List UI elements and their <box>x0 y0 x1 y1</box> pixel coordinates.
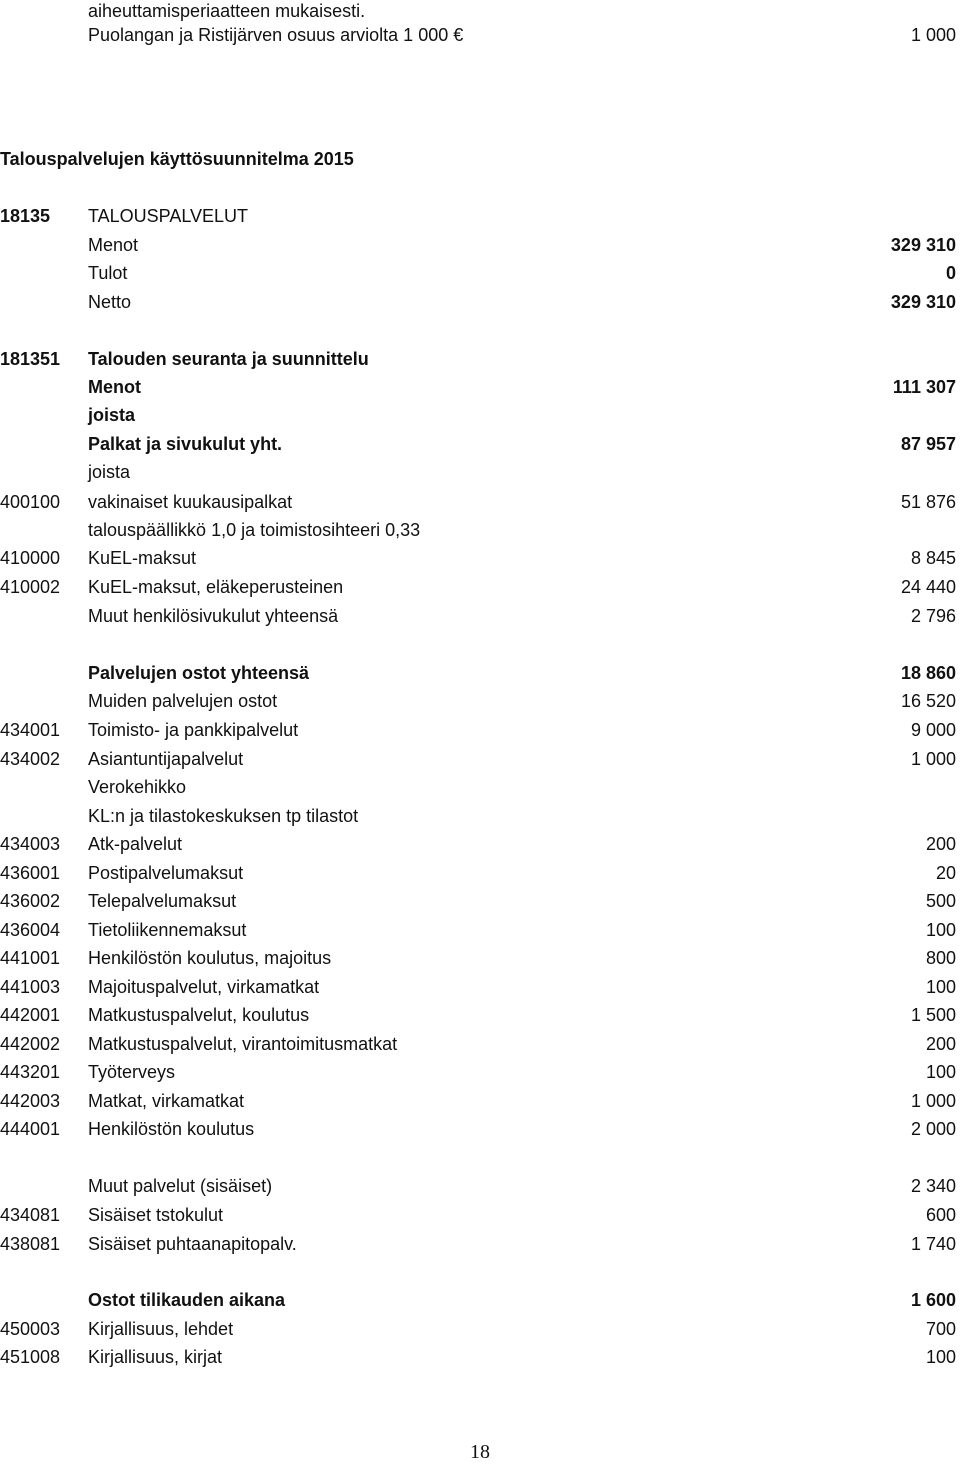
account-code: 450003 <box>0 1319 61 1339</box>
row-value: 100 <box>925 1347 956 1367</box>
row-value: 24 440 <box>900 577 956 597</box>
intro-share-value: 1 000 <box>910 25 956 45</box>
row-label: Matkustuspalvelut, koulutus <box>88 1005 310 1025</box>
row-label: vakinaiset kuukausipalkat <box>88 492 293 512</box>
row-value: 2 000 <box>910 1119 956 1139</box>
table-row <box>0 887 960 915</box>
row-label: Majoituspalvelut, virkamatkat <box>88 977 320 997</box>
summary-row-netto <box>0 288 960 316</box>
table-row <box>0 1115 960 1143</box>
account-code: 434081 <box>0 1205 61 1225</box>
table-row <box>0 944 960 972</box>
table-row <box>0 745 960 773</box>
row-label: KuEL-maksut, eläkeperusteinen <box>88 577 344 597</box>
row-value: 329 310 <box>890 235 956 255</box>
section-header <box>0 202 960 230</box>
row-value: 87 957 <box>900 434 956 454</box>
row-label: Henkilöstön koulutus <box>88 1119 255 1139</box>
row-value: 20 <box>935 863 956 883</box>
intro-share-label: Puolangan ja Ristijärven osuus arviolta 1 000 € <box>88 25 464 45</box>
row-label: Tietoliikennemaksut <box>88 920 247 940</box>
section-name: TALOUSPALVELUT <box>88 206 249 226</box>
row-value: 700 <box>925 1319 956 1339</box>
account-code: 436001 <box>0 863 61 883</box>
account-code: 434001 <box>0 720 61 740</box>
page-number: 18 <box>470 1441 490 1463</box>
account-code: 410000 <box>0 548 61 568</box>
account-code: 444001 <box>0 1119 61 1139</box>
table-row <box>0 1201 960 1229</box>
page-title <box>0 145 960 173</box>
row-label: Sisäiset puhtaanapitopalv. <box>88 1234 297 1254</box>
row-label: Tulot <box>88 263 128 283</box>
joista-row <box>0 401 960 429</box>
joista-row <box>0 458 960 486</box>
row-value: 329 310 <box>890 292 956 312</box>
page-title-text: Talouspalvelujen käyttösuunnitelma 2015 <box>0 149 354 169</box>
subsection-name: Talouden seuranta ja suunnittelu <box>88 349 369 369</box>
row-value: 2 340 <box>910 1176 956 1196</box>
row-label: Toimisto- ja pankkipalvelut <box>88 720 299 740</box>
table-row <box>0 1058 960 1086</box>
intro-text: aiheuttamisperiaatteen mukaisesti. <box>88 1 366 21</box>
row-label: Sisäiset tstokulut <box>88 1205 224 1225</box>
row-label: Postipalvelumaksut <box>88 863 244 883</box>
account-code: 442001 <box>0 1005 61 1025</box>
account-code: 434003 <box>0 834 61 854</box>
table-row <box>0 859 960 887</box>
row-value: 2 796 <box>910 606 956 626</box>
row-value: 800 <box>925 948 956 968</box>
row-label: KL:n ja tilastokeskuksen tp tilastot <box>88 806 359 826</box>
row-value: 1 740 <box>910 1234 956 1254</box>
row-value: 200 <box>925 834 956 854</box>
row-label: Matkat, virkamatkat <box>88 1091 245 1111</box>
row-label: Menot <box>88 235 139 255</box>
subsection-menot-row <box>0 373 960 401</box>
table-row <box>0 602 960 630</box>
table-row <box>0 544 960 572</box>
table-row <box>0 1230 960 1258</box>
row-label: joista <box>88 405 136 425</box>
table-row <box>0 716 960 744</box>
row-label: Työterveys <box>88 1062 176 1082</box>
row-value: 500 <box>925 891 956 911</box>
row-value: 18 860 <box>900 663 956 683</box>
table-row <box>0 1343 960 1371</box>
row-label: Verokehikko <box>88 777 187 797</box>
table-row <box>0 830 960 858</box>
table-row-subtotal <box>0 1286 960 1314</box>
table-row <box>0 973 960 1001</box>
row-label: Muut palvelut (sisäiset) <box>88 1176 273 1196</box>
row-label: Atk-palvelut <box>88 834 183 854</box>
table-row <box>0 516 960 544</box>
account-code: 436002 <box>0 891 61 911</box>
row-value: 16 520 <box>900 691 956 711</box>
table-row <box>0 1172 960 1200</box>
row-value: 1 000 <box>910 749 956 769</box>
row-label: Henkilöstön koulutus, majoitus <box>88 948 332 968</box>
account-code: 442002 <box>0 1034 61 1054</box>
row-label: Ostot tilikauden aikana <box>88 1290 286 1310</box>
row-value: 9 000 <box>910 720 956 740</box>
summary-row-tulot <box>0 259 960 287</box>
subsection-header <box>0 345 960 373</box>
row-value: 51 876 <box>900 492 956 512</box>
table-row <box>0 1001 960 1029</box>
row-value: 1 600 <box>910 1290 956 1310</box>
table-row <box>0 1315 960 1343</box>
table-row <box>0 916 960 944</box>
row-label: KuEL-maksut <box>88 548 197 568</box>
account-code: 410002 <box>0 577 61 597</box>
row-value: 111 307 <box>892 377 956 397</box>
account-code: 434002 <box>0 749 61 769</box>
row-label: Telepalvelumaksut <box>88 891 237 911</box>
row-label: Netto <box>88 292 132 312</box>
row-label: Kirjallisuus, kirjat <box>88 1347 223 1367</box>
row-label: Muiden palvelujen ostot <box>88 691 278 711</box>
section-code: 18135 <box>0 206 51 226</box>
account-code: 436004 <box>0 920 61 940</box>
table-row <box>0 802 960 830</box>
account-code: 441003 <box>0 977 61 997</box>
table-row <box>0 573 960 601</box>
row-value: 100 <box>925 920 956 940</box>
table-row <box>0 773 960 801</box>
row-value: 100 <box>925 1062 956 1082</box>
row-label: Menot <box>88 377 141 397</box>
account-code: 400100 <box>0 492 61 512</box>
row-value: 200 <box>925 1034 956 1054</box>
row-label: Palvelujen ostot yhteensä <box>88 663 310 683</box>
account-code: 441001 <box>0 948 61 968</box>
row-label: Kirjallisuus, lehdet <box>88 1319 234 1339</box>
account-code: 443201 <box>0 1062 61 1082</box>
row-label: joista <box>88 462 131 482</box>
table-row <box>0 687 960 715</box>
row-label: Asiantuntijapalvelut <box>88 749 244 769</box>
table-row-subtotal <box>0 659 960 687</box>
row-value: 8 845 <box>910 548 956 568</box>
row-label: Palkat ja sivukulut yht. <box>88 434 283 454</box>
row-label: talouspäällikkö 1,0 ja toimistosihteeri 0,33 <box>88 520 421 540</box>
table-row <box>0 1087 960 1115</box>
account-code: 451008 <box>0 1347 61 1367</box>
account-code: 438081 <box>0 1234 61 1254</box>
subsection-code: 181351 <box>0 349 61 369</box>
row-value: 0 <box>945 263 956 283</box>
row-value: 600 <box>925 1205 956 1225</box>
table-row <box>0 1030 960 1058</box>
row-value: 1 500 <box>910 1005 956 1025</box>
row-label: Muut henkilösivukulut yhteensä <box>88 606 339 626</box>
palkat-row <box>0 430 960 458</box>
summary-row-menot <box>0 231 960 259</box>
row-label: Matkustuspalvelut, virantoimitusmatkat <box>88 1034 398 1054</box>
table-row <box>0 488 960 516</box>
row-value: 1 000 <box>910 1091 956 1111</box>
row-value: 100 <box>925 977 956 997</box>
intro-line-2 <box>0 21 960 49</box>
account-code: 442003 <box>0 1091 61 1111</box>
